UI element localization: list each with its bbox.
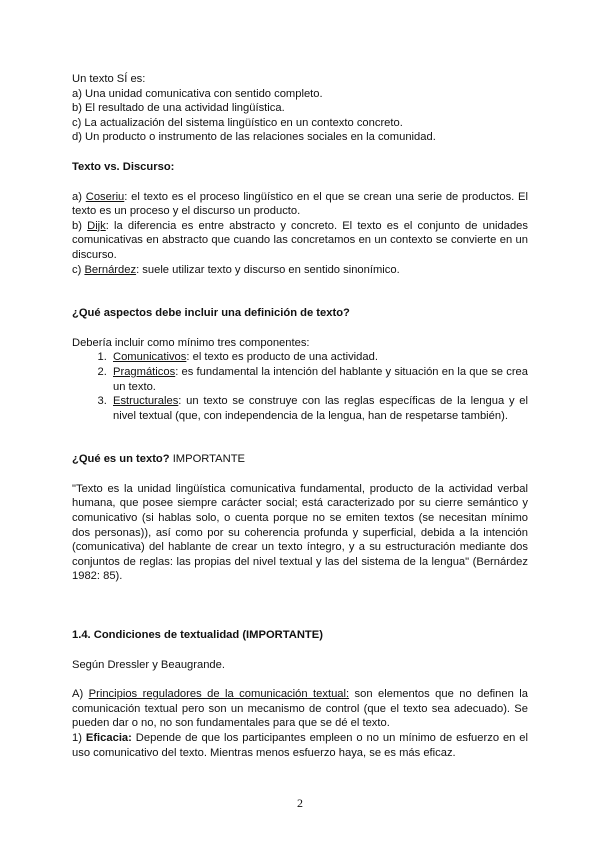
intro-item-a: a) Una unidad comunicativa con sentido completo. [72,87,323,100]
texto-discurso-item-a [72,190,528,219]
item-text: : la diferencia es entre abstracto y concreto. El texto es el conjunto de unidades comunicativas en abstracto que cuando las concretamos en un contexto se convierte en un discurso. [72,219,528,261]
author-coseriu: Coseriu [85,190,125,203]
intro-item-d: d) Un producto o instrumento de las relaciones sociales en la comunidad. [72,131,436,144]
author-bernardez: Bernárdez [84,263,137,276]
item-text: son elementos que no definen la comunicación textual pero son un mecanismo de control (que el texto sea adecuado). Se pueden dar o no, no son fundamentales para que se dé el texto. [72,688,528,730]
aspectos-list [72,350,528,423]
author-dijk: Dijk [87,219,106,232]
que-es-heading [72,452,528,467]
item-prefix: c) [72,263,85,276]
term: Comunicativos [113,351,187,364]
aspectos-heading: ¿Qué aspectos debe incluir una definición de texto? [72,307,350,320]
term-text: : un texto se construye con las reglas específicas de la lengua y el nivel textual (que, con independencia de la lengua, han de respetarse también). [113,395,528,422]
texto-discurso-item-c [72,263,528,278]
term: Pragmáticos [113,365,176,378]
item-prefix: b) [72,219,88,232]
term-text: : es fundamental la intención del hablante y situación en la que se crea un texto. [113,365,528,393]
term-text: : el texto es producto de una actividad. [186,351,378,364]
principios-term: Principios reguladores de la comunicación textual: [88,688,350,701]
item-prefix: A) [72,688,89,701]
intro-item-c: c) La actualización del sistema lingüístico en un contexto concreto. [72,116,403,129]
list-item-comunicativos [110,350,528,365]
document-page [72,72,528,760]
intro-item-b: b) El resultado de una actividad lingüística. [72,102,285,115]
texto-discurso-item-b [72,219,528,263]
term: Estructurales [113,395,179,408]
texto-discurso-heading: Texto vs. Discurso: [72,160,175,173]
list-item-pragmaticos [110,365,528,394]
item-prefix: 1) [72,732,86,744]
eficacia-paragraph [72,731,528,760]
item-text: : el texto es el proceso lingüístico en el que se crean una serie de productos. El texto es un proceso y el discurso un producto. [72,190,528,218]
condiciones-heading: 1.4. Condiciones de textualidad (IMPORTANTE) [72,629,323,642]
item-text: Depende de que los participantes empleen o no un mínimo de esfuerzo en el uso comunicativo del texto. Mientras menos esfuerzo haya, se es más eficaz. [72,732,528,759]
condiciones-source: Según Dressler y Beaugrande. [72,658,225,671]
intro-heading: Un texto SÍ es: [72,73,146,85]
list-item-estructurales [110,394,528,423]
item-text: : suele utilizar texto y discurso en sentido sinonímico. [136,263,400,276]
heading-rest: IMPORTANTE [169,453,246,466]
item-prefix: a) [72,190,86,203]
page-number: 2 [297,796,303,810]
principios-paragraph [72,687,528,731]
aspectos-intro: Debería incluir como mínimo tres componentes: [72,336,310,349]
eficacia-term: Eficacia: [85,732,132,744]
heading-bold: ¿Qué es un texto? [72,453,170,466]
definition-quote: "Texto es la unidad lingüística comunicativa fundamental, producto de la actividad verbal humana, que posee siempre carácter social; está caracterizado por su cierre semántico y comunicativo (si hablas solo, o cuenta porque no se emiten textos (se necesitan mínimo dos personas)), así como por su coherencia profunda y superficial, debida a la intención (comunicativa) del hablante de crear un texto íntegro, y a su estructuración mediante dos conjuntos de reglas: las propias del nivel textual y las del sistema de la lengua" (Bernárdez 1982: 85). [72,482,528,583]
